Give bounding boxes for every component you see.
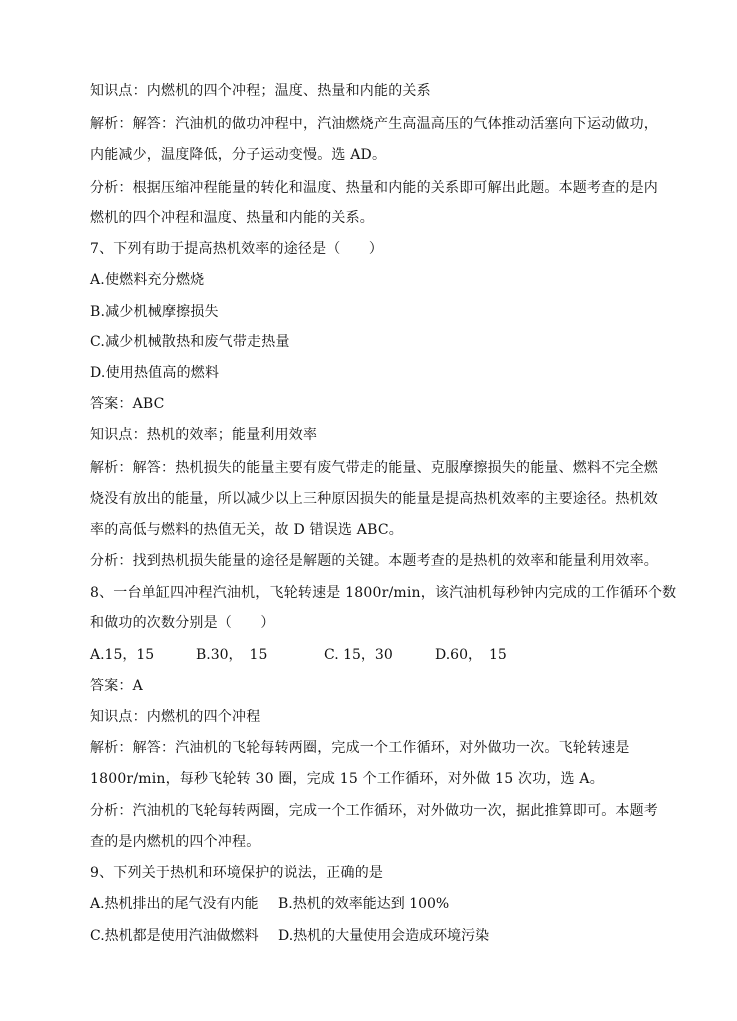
analysis-line: 1800r/min，每秒飞轮转 30 圈，完成 15 个工作循环，对外做 15 次功，选 A。 (90, 771, 604, 787)
q8-option-d: D.60， 15 (435, 647, 507, 663)
question-8: 8、一台单缸四冲程汽油机，飞轮转速是 1800r/min，该汽油机每秒钟内完成的工作循环个数 (90, 585, 677, 601)
analysis-line: 解析：解答：汽油机的飞轮每转两圈，完成一个工作循环，对外做功一次。飞轮转速是 (90, 740, 630, 756)
q7-option-d: D.使用热值高的燃料 (90, 365, 220, 381)
knowledge-point-line: 知识点：内燃机的四个冲程 (90, 709, 261, 725)
q9-option-d: D.热机的大量使用会造成环境污染 (278, 928, 490, 944)
analysis-line: 解析：解答：汽油机的做功冲程中，汽油燃烧产生高温高压的气体推动活塞向下运动做功， (90, 116, 658, 132)
explanation-line: 分析：汽油机的飞轮每转两圈，完成一个工作循环，对外做功一次，据此推算即可。本题考 (90, 803, 658, 819)
q7-option-a: A.使燃料充分燃烧 (90, 272, 205, 288)
q7-option-b: B.减少机械摩擦损失 (90, 304, 219, 320)
explanation-line: 查的是内燃机的四个冲程。 (90, 834, 261, 850)
q7-answer: 答案：ABC (90, 396, 165, 412)
q9-option-c: C.热机都是使用汽油做燃料 (90, 928, 259, 944)
q8-option-b: B.30， 15 (196, 647, 268, 663)
q7-option-c: C.减少机械散热和废气带走热量 (90, 334, 290, 350)
explanation-line: 燃机的四个冲程和温度、热量和内能的关系。 (90, 210, 374, 226)
q8-answer: 答案：A (90, 678, 143, 694)
explanation-line: 分析：根据压缩冲程能量的转化和温度、热量和内能的关系即可解出此题。本题考查的是内 (90, 180, 658, 196)
analysis-line: 内能减少，温度降低，分子运动变慢。选 AD。 (90, 147, 387, 163)
q8-option-c: C. 15，30 (324, 647, 393, 663)
analysis-line: 烧没有放出的能量，所以减少以上三种原因损失的能量是提高热机效率的主要途径。热机效 (90, 491, 658, 507)
q9-option-a: A.热机排出的尾气没有内能 (90, 896, 259, 912)
analysis-line: 解析：解答：热机损失的能量主要有废气带走的能量、克服摩擦损失的能量、燃料不完全燃 (90, 460, 658, 476)
q8-option-a: A.15，15 (90, 647, 155, 663)
knowledge-point-line: 知识点：热机的效率；能量利用效率 (90, 427, 318, 443)
question-8-cont: 和做功的次数分别是（ ） (90, 615, 275, 631)
q9-option-b: B.热机的效率能达到 100% (278, 896, 450, 912)
question-7: 7、下列有助于提高热机效率的途径是（ ） (90, 241, 384, 257)
explanation-line: 分析：找到热机损失能量的途径是解题的关键。本题考查的是热机的效率和能量利用效率。 (90, 553, 658, 569)
question-9: 9、下列关于热机和环境保护的说法，正确的是 (90, 865, 384, 881)
knowledge-point-line: 知识点：内燃机的四个冲程；温度、热量和内能的关系 (90, 83, 431, 99)
analysis-line: 率的高低与燃料的热值无关，故 D 错误选 ABC。 (90, 522, 403, 538)
